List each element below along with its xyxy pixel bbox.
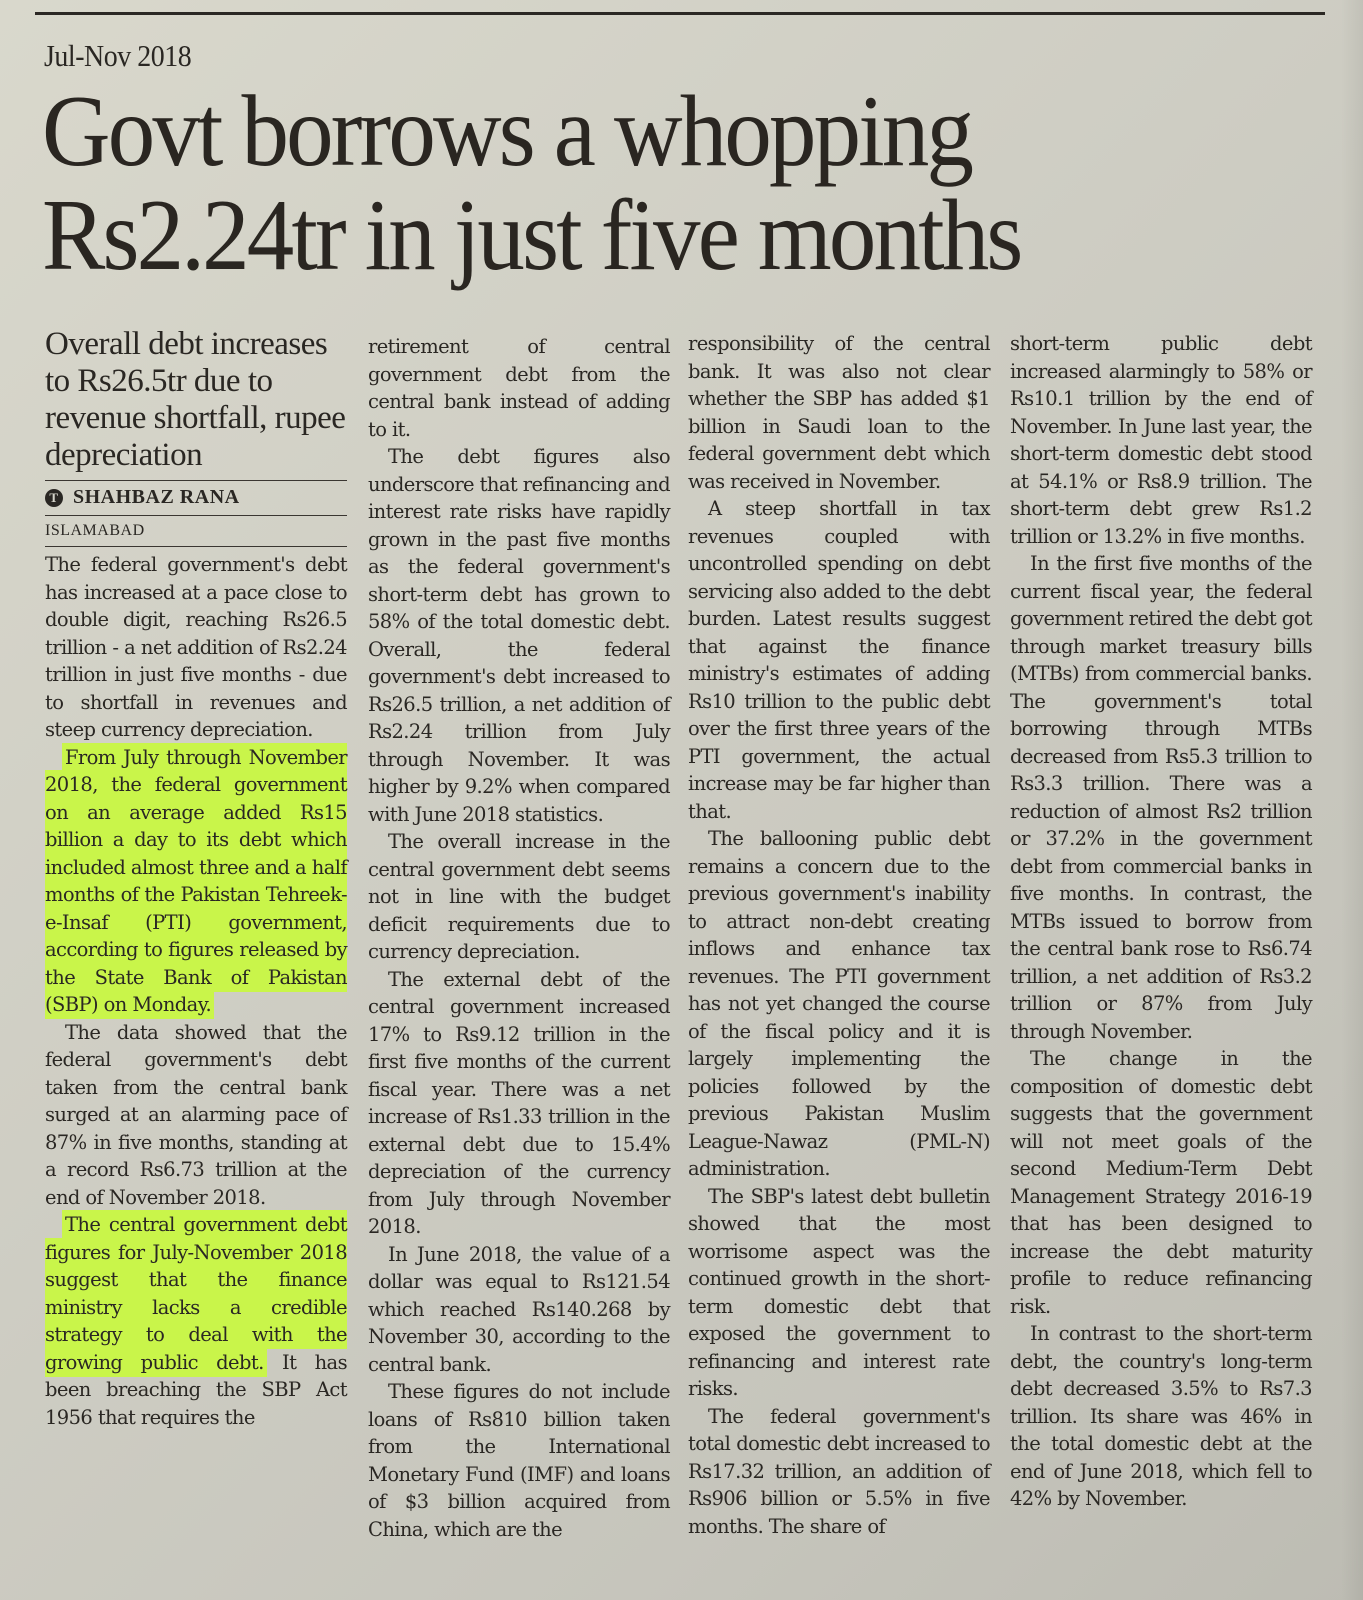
column-4: [1010, 330, 1312, 1513]
deck: Overall debt increases to Rs26.5tr due to revenue shortfall, rupee depreciation: [45, 326, 346, 473]
byline: [45, 485, 347, 511]
paragraph: In June 2018, the value of a dollar was equal to Rs121.54 which reached Rs140.268 by November 30, according to the central bank.: [368, 1242, 670, 1376]
divider: [45, 546, 347, 547]
paragraph: In the first five months of the current fiscal year, the federal government retired the debt got through market treasury bills (MTBs) from commercial banks. The government's total borrowing through MTBs decreased from Rs5.3 trillion to Rs3.3 trillion. There was a reduction of almost Rs2 trillion or 37.2% in the government debt from commercial banks in five months. In contrast, the MTBs issued to borrow from the central bank rose to Rs6.74 trillion, a net addition of Rs3.2 trillion or 87% from July through November.: [1010, 552, 1312, 1043]
paragraph: These figures do not include loans of Rs810 billion taken from the International Monetary Fund (IMF) and loans of $3 billion acquired from China, which are the: [368, 1380, 670, 1541]
paragraph: The federal government's total domestic debt increased to Rs17.32 trillion, an addition of Rs906 billion or 5.5% in five months. The share of: [688, 1404, 990, 1538]
paragraph: retirement of central government debt from the central bank instead of adding to it.: [368, 335, 670, 441]
paragraph: The external debt of the central government increased 17% to Rs9.12 trillion in the first five months of the current fiscal year. There was a net increase of Rs1.33 trillion in the external debt due to 15.4% depreciation of the currency from July through November 2018.: [368, 967, 670, 1238]
highlight: The central government debt figures for July-November 2018 suggest that the finance ministry lacks a credible strategy to deal with the growing public debt.: [45, 1213, 347, 1374]
paragraph: The debt figures also underscore that refinancing and interest rate risks have rapidly grown in the past five months as the federal government's short-term debt has grown to 58% of the total domestic debt. Overall, the federal government's debt increased to Rs26.5 trillion, a net addition of Rs2.24 trillion from July through November. It was higher by 9.2% when compared with June 2018 statistics.: [368, 445, 670, 826]
paragraph-highlighted: [45, 1211, 347, 1431]
column-3: [688, 330, 990, 1540]
paragraph: A steep shortfall in tax revenues coupled with uncontrolled spending on debt servicing also added to the debt burden. Latest results suggest that against the finance ministry's estimates of adding Rs10 trillion to the public debt over the first three years of the PTI government, the actual increase may be far higher than that.: [688, 497, 990, 823]
dateline: ISLAMABAD: [45, 522, 145, 539]
kicker: Jul-Nov 2018: [44, 38, 192, 73]
paragraph: The change in the composition of domestic debt suggests that the government will not meet goals of the second Medium-Term Debt Management Strategy 2016-19 that has been designed to increase the debt maturity profile to reduce refinancing risk.: [1010, 1047, 1312, 1318]
paragraph: The data showed that the federal government's debt taken from the central bank surged at an alarming pace of 87% in five months, standing at a record Rs6.73 trillion at the end of November 2018.: [45, 1020, 347, 1209]
paragraph: responsibility of the central bank. It was also not clear whether the SBP has added $1 billion in Saudi loan to the federal government debt which was received in November.: [688, 332, 990, 493]
newspaper-logo-icon: T: [45, 489, 63, 507]
headline-line-1: Govt borrows a whopping: [42, 75, 972, 188]
paragraph: short-term public debt increased alarmingly to 58% or Rs10.1 trillion by the end of November. In June last year, the short-term domestic debt stood at 54.1% or Rs8.9 trillion. The short-term debt grew Rs1.2 trillion or 13.2% in five months.: [1010, 332, 1312, 548]
column-2: [368, 333, 670, 1543]
highlight: From July through November 2018, the federal government on an average added Rs15 billion a day to its debt which included almost three and a half months of the Pakistan Tehreek-e-Insaf (PTI) government, according to figures released by the State Bank of Pakistan (SBP) on Monday.: [45, 745, 347, 1016]
paragraph-highlighted: [45, 744, 347, 1019]
paragraph: The overall increase in the central government debt seems not in line with the budget deficit requirements due to currency depreciation.: [368, 830, 670, 963]
divider: [45, 515, 347, 516]
paragraph-continued: It has been breaching the SBP Act 1956 that requires the: [45, 1350, 347, 1429]
divider: [45, 480, 347, 481]
headline: [42, 75, 1021, 292]
headline-line-2: Rs2.24tr in just five months: [42, 179, 1021, 292]
paragraph: The federal government's debt has increased at a pace close to double digit, reaching Rs26.5 trillion - a net addition of Rs2.24 trillion in just five months - due to shortfall in revenues and steep currency depreciation.: [45, 553, 347, 741]
paragraph: The ballooning public debt remains a concern due to the previous government's inability to attract non-debt creating inflows and enhance tax revenues. The PTI government has not yet changed the course of the fiscal policy and it is largely implementing the policies followed by the previous Pakistan Muslim League-Nawaz (PML-N) administration.: [688, 827, 990, 1180]
paragraph: The SBP's latest debt bulletin showed that the most worrisome aspect was the continued growth in the short-term domestic debt that exposed the government to refinancing and interest rate risks.: [688, 1184, 990, 1400]
top-rule: [35, 12, 1325, 15]
paragraph: In contrast to the short-term debt, the country's long-term debt decreased 3.5% to Rs7.3 trillion. Its share was 46% in the total domestic debt at the end of June 2018, which fell to 42% by November.: [1010, 1322, 1312, 1510]
column-1: [45, 326, 347, 1431]
author-name: SHAHBAZ RANA: [73, 486, 240, 509]
page-edge-shadow: [1341, 0, 1363, 1600]
